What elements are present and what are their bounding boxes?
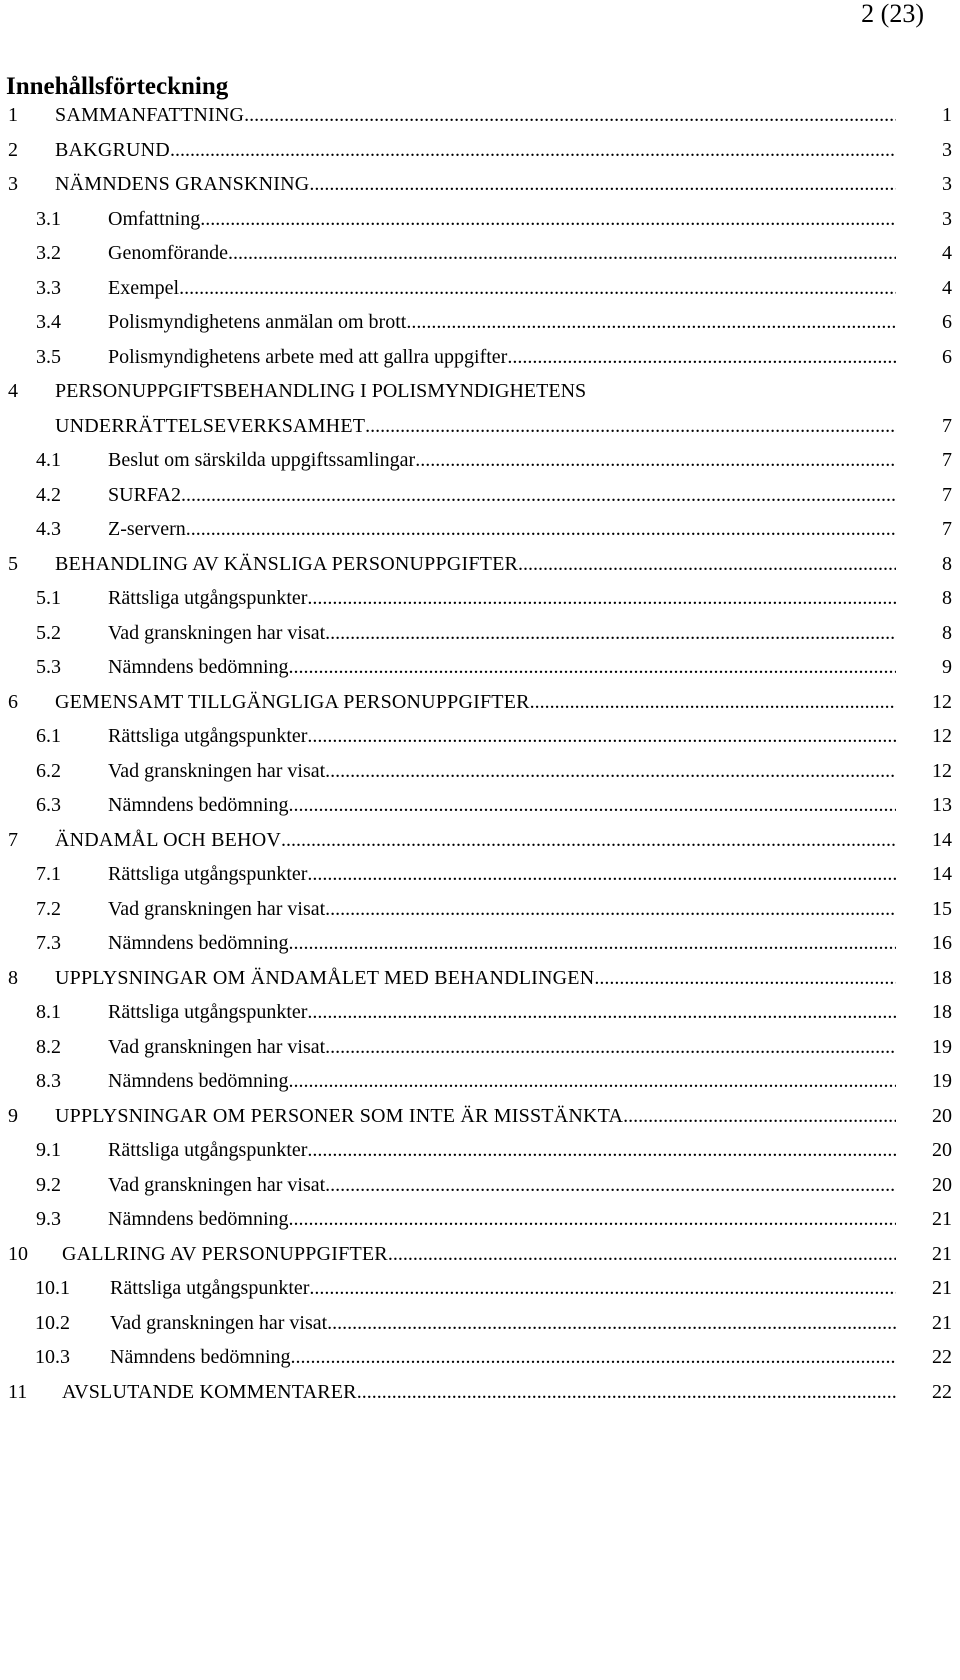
toc-entry[interactable] bbox=[0, 1342, 960, 1372]
dot-leader bbox=[309, 169, 896, 199]
toc-entry-number: 6.3 bbox=[36, 794, 61, 816]
toc-entry-line bbox=[108, 652, 896, 682]
toc-entry-line bbox=[108, 342, 896, 372]
toc-entry[interactable] bbox=[0, 756, 960, 786]
dot-leader bbox=[200, 204, 896, 234]
toc-entry[interactable] bbox=[0, 618, 960, 648]
dot-leader bbox=[170, 135, 896, 165]
toc-entry-page: 8 bbox=[942, 621, 952, 644]
toc-entry[interactable] bbox=[0, 480, 960, 510]
dot-leader bbox=[307, 583, 896, 613]
toc-entry-line bbox=[55, 100, 896, 130]
toc-entry-page: 20 bbox=[932, 1104, 952, 1127]
dot-leader bbox=[507, 342, 896, 372]
toc-entry-title: Exempel bbox=[108, 276, 180, 299]
toc-entry-page: 8 bbox=[942, 587, 952, 609]
toc-entry[interactable] bbox=[0, 583, 960, 613]
toc-entry-title: Polismyndighetens anmälan om brott bbox=[108, 311, 407, 333]
toc-entry[interactable] bbox=[0, 963, 960, 993]
toc-entry[interactable] bbox=[0, 859, 960, 889]
toc-entry[interactable] bbox=[0, 135, 960, 165]
dot-leader bbox=[181, 480, 896, 510]
toc-entry-number: 10.3 bbox=[35, 1346, 70, 1368]
toc-entry-page: 19 bbox=[932, 1035, 952, 1058]
toc-entry[interactable] bbox=[0, 169, 960, 199]
toc-entry[interactable] bbox=[0, 1308, 960, 1338]
dot-leader bbox=[307, 721, 896, 751]
toc-entry[interactable] bbox=[0, 1032, 960, 1062]
toc-entry-number: 2 bbox=[8, 138, 18, 161]
toc-entry-line bbox=[108, 618, 896, 648]
toc-entry-line bbox=[108, 1170, 896, 1200]
toc-entry-line bbox=[108, 859, 896, 889]
toc-entry-number: 6.2 bbox=[36, 759, 61, 782]
toc-entry-page: 20 bbox=[932, 1139, 952, 1161]
toc-entry-line bbox=[55, 963, 896, 993]
toc-entry-line bbox=[55, 411, 896, 441]
toc-entry-number: 5.2 bbox=[36, 621, 61, 644]
toc-entry-line bbox=[108, 997, 896, 1027]
toc-entry[interactable] bbox=[0, 273, 960, 303]
toc-entry-page: 14 bbox=[932, 863, 952, 885]
dot-leader bbox=[289, 1204, 896, 1234]
toc-entry-number: 3.2 bbox=[36, 242, 61, 264]
toc-entry-page: 12 bbox=[932, 759, 952, 782]
toc-entry[interactable] bbox=[0, 721, 960, 751]
toc-entry-line bbox=[108, 445, 896, 475]
toc-entry-number: 11 bbox=[8, 1380, 28, 1403]
toc-entry[interactable] bbox=[0, 445, 960, 475]
toc-entry-page: 7 bbox=[942, 414, 952, 437]
toc-entry-number: 3.4 bbox=[36, 311, 61, 333]
toc-entry-continuation[interactable] bbox=[0, 411, 960, 441]
toc-entry-page: 12 bbox=[932, 725, 952, 747]
toc-entry-title: AVSLUTANDE KOMMENTARER bbox=[62, 1380, 357, 1403]
toc-entry-number: 4 bbox=[8, 380, 18, 402]
toc-entry-number: 3.3 bbox=[36, 276, 61, 299]
toc-entry-page: 18 bbox=[932, 966, 952, 989]
toc-entry-page: 4 bbox=[942, 242, 952, 264]
dot-leader bbox=[325, 894, 896, 924]
toc-entry-number: 5 bbox=[8, 552, 18, 575]
dot-leader bbox=[594, 963, 896, 993]
toc-entry-line bbox=[110, 1308, 896, 1338]
toc-entry-number: 4.3 bbox=[36, 518, 61, 540]
toc-entry-title: BAKGRUND bbox=[55, 138, 170, 161]
toc-entry-title: UPPLYSNINGAR OM PERSONER SOM INTE ÄR MISSTÄNKTA bbox=[55, 1104, 624, 1127]
toc-entry[interactable] bbox=[0, 1170, 960, 1200]
toc-entry-line bbox=[55, 169, 896, 199]
toc-entry-line bbox=[110, 1342, 896, 1372]
toc-entry-line bbox=[62, 1377, 896, 1407]
toc-entry-title: Rättsliga utgångspunkter bbox=[108, 863, 308, 885]
toc-entry-line bbox=[108, 928, 896, 958]
toc-entry-number: 8.3 bbox=[36, 1070, 61, 1092]
dot-leader bbox=[530, 687, 896, 717]
toc-entry-line bbox=[108, 480, 896, 510]
toc-entry-number: 9 bbox=[8, 1104, 18, 1127]
dot-leader bbox=[289, 928, 896, 958]
toc-entry-title: SAMMANFATTNING bbox=[55, 104, 245, 126]
toc-entry-title: Vad granskningen har visat bbox=[108, 1035, 326, 1058]
toc-entry-number: 3.1 bbox=[36, 207, 61, 230]
toc-heading: Innehållsförteckning bbox=[6, 73, 229, 100]
toc-entry-number: 9.2 bbox=[36, 1173, 61, 1196]
toc-entry-line bbox=[108, 204, 896, 234]
toc-entry-page: 14 bbox=[932, 828, 952, 851]
dot-leader bbox=[325, 618, 896, 648]
toc-entry-page: 3 bbox=[942, 138, 952, 161]
toc-entry-title: Beslut om särskilda uppgiftssamlingar bbox=[108, 449, 416, 471]
toc-entry-number: 4.1 bbox=[36, 449, 61, 471]
dot-leader bbox=[289, 652, 896, 682]
toc-entry-page: 7 bbox=[942, 483, 952, 506]
toc-entry-number: 9.3 bbox=[36, 1208, 61, 1230]
toc-entry-title: Rättsliga utgångspunkter bbox=[108, 725, 308, 747]
toc-entry-title: Genomförande bbox=[108, 242, 228, 264]
toc-entry-page: 13 bbox=[932, 794, 952, 816]
toc-entry[interactable] bbox=[0, 514, 960, 544]
toc-entry-number: 9.1 bbox=[36, 1139, 61, 1161]
toc-entry-title: BEHANDLING AV KÄNSLIGA PERSONUPPGIFTER bbox=[55, 552, 519, 575]
toc-entry[interactable] bbox=[0, 1204, 960, 1234]
toc-entry-title: Vad granskningen har visat bbox=[108, 621, 326, 644]
toc-entry-line bbox=[55, 825, 896, 855]
toc-entry-title: GEMENSAMT TILLGÄNGLIGA PERSONUPPGIFTER bbox=[55, 690, 530, 713]
dot-leader bbox=[309, 1273, 896, 1303]
toc-entry[interactable] bbox=[0, 1239, 960, 1269]
toc-entry[interactable] bbox=[0, 204, 960, 234]
toc-entry-page: 21 bbox=[932, 1311, 952, 1334]
dot-leader bbox=[406, 307, 896, 337]
dot-leader bbox=[281, 825, 896, 855]
toc-entry-page: 3 bbox=[942, 173, 952, 195]
toc-entry-page: 7 bbox=[942, 518, 952, 540]
toc-entry[interactable] bbox=[0, 1101, 960, 1131]
toc-entry-title: Nämndens bedömning bbox=[108, 1070, 289, 1092]
dot-leader bbox=[307, 859, 896, 889]
toc-entry-line bbox=[108, 894, 896, 924]
toc-entry-line bbox=[108, 1066, 896, 1096]
toc-entry-page: 16 bbox=[932, 932, 952, 954]
toc-entry-title: Nämndens bedömning bbox=[108, 656, 289, 678]
toc-entry[interactable] bbox=[0, 894, 960, 924]
dot-leader bbox=[228, 238, 896, 268]
toc-entry-line bbox=[55, 135, 896, 165]
toc-entry-number: 6.1 bbox=[36, 725, 61, 747]
dot-leader bbox=[307, 997, 896, 1027]
toc-entry-title: ÄNDAMÅL OCH BEHOV bbox=[55, 828, 281, 851]
toc-entry-title: Nämndens bedömning bbox=[110, 1346, 291, 1368]
toc-entry-line bbox=[108, 1204, 896, 1234]
dot-leader bbox=[325, 1032, 896, 1062]
toc-entry-page: 21 bbox=[932, 1208, 952, 1230]
toc-entry-line bbox=[108, 756, 896, 786]
dot-leader bbox=[289, 1066, 896, 1096]
toc-entry-line bbox=[55, 549, 896, 579]
toc-entry-title: Z-servern bbox=[108, 518, 186, 540]
dot-leader bbox=[327, 1308, 896, 1338]
toc-entry-number: 3 bbox=[8, 173, 18, 195]
toc-entry-number: 10 bbox=[8, 1242, 28, 1265]
toc-entry-page: 6 bbox=[942, 311, 952, 333]
toc-entry-title: Vad granskningen har visat bbox=[108, 759, 326, 782]
toc-entry-title: Vad granskningen har visat bbox=[108, 1173, 326, 1196]
toc-entry-page: 7 bbox=[942, 449, 952, 471]
dot-leader bbox=[244, 100, 896, 130]
toc-entry-title: SURFA2 bbox=[108, 483, 181, 506]
toc-entry-line bbox=[108, 307, 896, 337]
toc-entry[interactable] bbox=[0, 687, 960, 717]
dot-leader bbox=[518, 549, 896, 579]
toc-entry-title: Omfattning bbox=[108, 207, 201, 230]
toc-entry-number: 7.3 bbox=[36, 932, 61, 954]
dot-leader bbox=[307, 1135, 896, 1165]
toc-entry-line bbox=[55, 1101, 896, 1131]
toc-entry[interactable] bbox=[0, 1273, 960, 1303]
toc-entry-line bbox=[108, 721, 896, 751]
toc-entry-title: Rättsliga utgångspunkter bbox=[108, 1139, 308, 1161]
toc-entry-line bbox=[108, 514, 896, 544]
toc-entry-page: 22 bbox=[932, 1346, 952, 1368]
toc-entry-title-continuation: UNDERRÄTTELSEVERKSAMHET bbox=[55, 414, 366, 437]
toc-entry-number: 6 bbox=[8, 690, 18, 713]
toc-entry-title: PERSONUPPGIFTSBEHANDLING I POLISMYNDIGHETENS bbox=[55, 380, 587, 402]
toc-entry-line bbox=[62, 1239, 896, 1269]
toc-entry-title: Rättsliga utgångspunkter bbox=[108, 587, 308, 609]
toc-entry-line bbox=[108, 273, 896, 303]
toc-entry-title: Vad granskningen har visat bbox=[110, 1311, 328, 1334]
dot-leader bbox=[291, 1342, 896, 1372]
toc-entry-number: 5.1 bbox=[36, 587, 61, 609]
toc-entry-page: 15 bbox=[932, 897, 952, 920]
dot-leader bbox=[357, 1377, 896, 1407]
toc-entry[interactable] bbox=[0, 238, 960, 268]
toc-entry-page: 19 bbox=[932, 1070, 952, 1092]
toc-entry-line bbox=[55, 687, 896, 717]
toc-entry-title: Rättsliga utgångspunkter bbox=[110, 1277, 310, 1299]
dot-leader bbox=[388, 1239, 896, 1269]
toc-entry-number: 10.2 bbox=[35, 1311, 70, 1334]
toc-entry-page: 3 bbox=[942, 207, 952, 230]
toc-entry-title: Nämndens bedömning bbox=[108, 794, 289, 816]
toc-entry-number: 4.2 bbox=[36, 483, 61, 506]
toc-entry-line bbox=[108, 1032, 896, 1062]
toc-entry-page: 1 bbox=[942, 104, 952, 126]
toc-entry-title: Rättsliga utgångspunkter bbox=[108, 1001, 308, 1023]
toc-entry[interactable] bbox=[0, 376, 960, 406]
toc-entry-number: 5.3 bbox=[36, 656, 61, 678]
toc-entry-title: Nämndens bedömning bbox=[108, 932, 289, 954]
dot-leader bbox=[623, 1101, 896, 1131]
dot-leader bbox=[325, 1170, 896, 1200]
toc-entry-number: 8.1 bbox=[36, 1001, 61, 1023]
toc-entry-page: 22 bbox=[932, 1380, 952, 1403]
toc-entry-line bbox=[108, 583, 896, 613]
toc-entry[interactable] bbox=[0, 1066, 960, 1096]
dot-leader bbox=[179, 273, 896, 303]
toc-entry-page: 18 bbox=[932, 1001, 952, 1023]
toc-entry[interactable] bbox=[0, 342, 960, 372]
toc-entry-title: Nämndens bedömning bbox=[108, 1208, 289, 1230]
toc-entry[interactable] bbox=[0, 100, 960, 130]
toc-entry-number: 1 bbox=[8, 104, 18, 126]
dot-leader bbox=[325, 756, 896, 786]
toc-entry-page: 12 bbox=[932, 690, 952, 713]
toc-entry-number: 7.1 bbox=[36, 863, 61, 885]
toc-entry-number: 7 bbox=[8, 828, 18, 851]
page-number: 2 (23) bbox=[861, 0, 924, 28]
toc-entry-title: GALLRING AV PERSONUPPGIFTER bbox=[62, 1242, 388, 1265]
toc-entry[interactable] bbox=[0, 1377, 960, 1407]
toc-entry-page: 4 bbox=[942, 276, 952, 299]
toc-entry-number: 3.5 bbox=[36, 345, 61, 368]
dot-leader bbox=[415, 445, 896, 475]
toc-entry-page: 20 bbox=[932, 1173, 952, 1196]
toc-entry-title: Polismyndighetens arbete med att gallra uppgifter bbox=[108, 345, 508, 368]
toc-entry-number: 10.1 bbox=[35, 1277, 70, 1299]
toc-entry[interactable] bbox=[0, 790, 960, 820]
toc-entry-page: 9 bbox=[942, 656, 952, 678]
toc-entry-title: Vad granskningen har visat bbox=[108, 897, 326, 920]
toc-entry-line bbox=[108, 238, 896, 268]
toc-entry[interactable] bbox=[0, 997, 960, 1027]
dot-leader bbox=[289, 790, 896, 820]
toc-entry[interactable] bbox=[0, 928, 960, 958]
toc-entry-line bbox=[110, 1273, 896, 1303]
toc-entry-page: 6 bbox=[942, 345, 952, 368]
toc-entry-number: 8 bbox=[8, 966, 18, 989]
dot-leader bbox=[365, 411, 896, 441]
toc-entry[interactable] bbox=[0, 549, 960, 579]
toc-entry-number: 8.2 bbox=[36, 1035, 61, 1058]
toc-entry-number: 7.2 bbox=[36, 897, 61, 920]
toc-entry-title: NÄMNDENS GRANSKNING bbox=[55, 173, 310, 195]
toc-entry-page: 21 bbox=[932, 1277, 952, 1299]
toc-entry[interactable] bbox=[0, 1135, 960, 1165]
toc-entry-title: UPPLYSNINGAR OM ÄNDAMÅLET MED BEHANDLINGEN bbox=[55, 966, 595, 989]
toc-entry-page: 21 bbox=[932, 1242, 952, 1265]
toc-entry-line bbox=[108, 1135, 896, 1165]
toc-entry[interactable] bbox=[0, 825, 960, 855]
dot-leader bbox=[186, 514, 896, 544]
toc-entry-page: 8 bbox=[942, 552, 952, 575]
toc-entry[interactable] bbox=[0, 652, 960, 682]
toc-entry-line bbox=[108, 790, 896, 820]
toc-entry[interactable] bbox=[0, 307, 960, 337]
